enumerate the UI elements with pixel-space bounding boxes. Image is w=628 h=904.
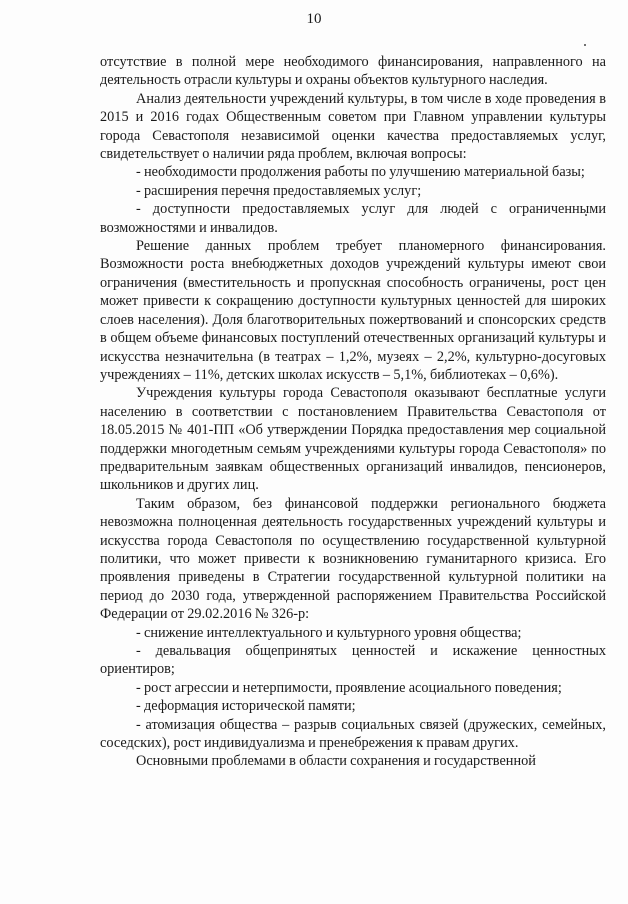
paragraph-continuation: отсутствие в полной мере необходимого финансирования, направленного на деятельность отрасли культуры и охраны объектов культурного наследия. — [100, 54, 606, 89]
list-item: - деформация исторической памяти; — [136, 698, 356, 715]
list-item: - снижение интеллектуального и культурного уровня общества; — [136, 624, 522, 641]
list-item: - атомизация общества – разрыв социальных связей (дружеских, семейных, соседских), рост индивидуализма и пренебрежения к правам других. — [100, 716, 606, 752]
list-item: - расширения перечня предоставляемых услуг; — [136, 182, 422, 199]
paragraph-financing: Решение данных проблем требует планомерного финансирования. Возможности роста внебюджетных доходов учреждений культуры имеют свои ограничения (вместительность и пропускная способность ограничены, рост цен может привести к сокращению доступности культурных ценностей для широких слоев населения). Доля благотворительных пожертвований и спонсорских средств в общем объеме финансовых поступлений отечественных организаций культуры и искусства незначительна (в театрах – 1,2%, музеях – 2,2%, культурно-досуговых учреждениях – 11%, детских школах искусств – 5,1%, библиотеках – 0,6%). — [100, 238, 606, 383]
paragraph-main-problems: Основными проблемами в области сохранения и государственной — [136, 753, 536, 770]
paragraph-analysis: Анализ деятельности учреждений культуры, в том числе в ходе проведения в 2015 и 2016 годах Общественным советом при Главном управлении культуры города Севастополя независимой оценки качества предоставляемых услуг, свидетельствует о наличии ряда проблем, включая вопросы: — [100, 90, 606, 163]
document-body — [100, 53, 606, 771]
page-number: 10 — [306, 11, 322, 27]
list-item: - доступности предоставляемых услуг для людей с ограниченными возможностями и инвалидов. — [100, 201, 606, 236]
paragraph-free-services: Учреждения культуры города Севастополя оказывают бесплатные услуги населению в соответствии с постановлением Правительства Севастополя от 18.05.2015 № 401-ПП «Об утверждении Порядка предоставления мер социальной поддержки многодетным семьям учреждениями культуры города Севастополя» по предварительным заявкам общественных организаций инвалидов, пенсионеров, школьников и других лиц. — [100, 385, 606, 494]
scan-speck — [584, 44, 586, 46]
paragraph-regional-budget: Таким образом, без финансовой поддержки регионального бюджета невозможна полноценная деятельность государственных учреждений культуры и искусства города Севастополя по осуществлению государственной культурной политики, что может привести к возникновению гуманитарного кризиса. Его проявления приведены в Стратегии государственной культурной политики на период до 2030 года, утвержденной распоряжением Правительства Российской Федерации от 29.02.2016 № 326-р: — [100, 495, 606, 623]
list-item: - необходимости продолжения работы по улучшению материальной базы; — [136, 164, 585, 181]
list-item: - рост агрессии и нетерпимости, проявление асоциального поведения; — [136, 679, 562, 696]
list-item: - девальвация общепринятых ценностей и искажение ценностных ориентиров; — [100, 643, 606, 678]
